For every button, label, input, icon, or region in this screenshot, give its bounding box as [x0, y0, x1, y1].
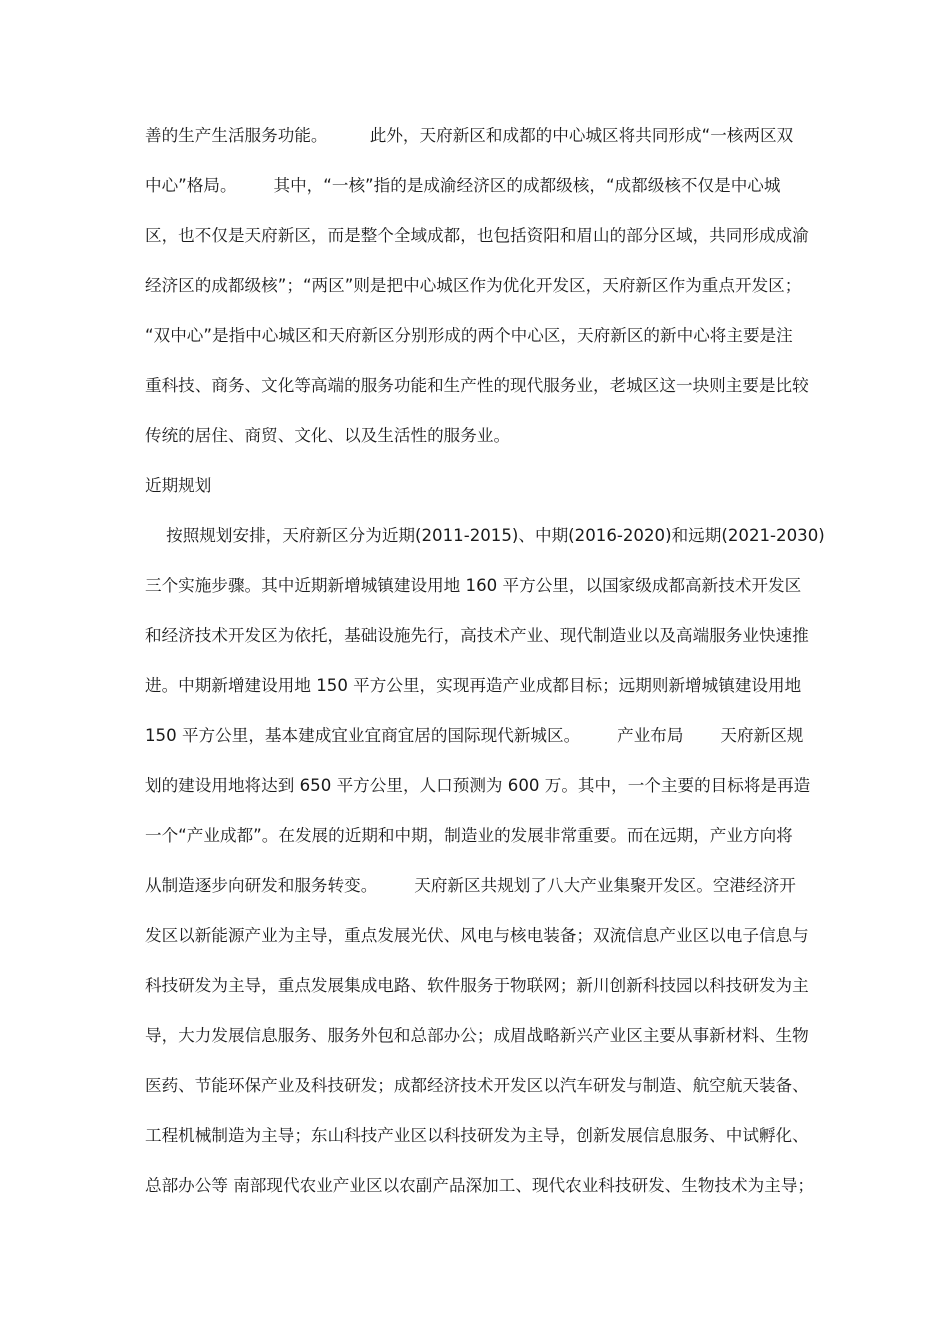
text-line: 三个实施步骤。其中近期新增城镇建设用地 160 平方公里，以国家级成都高新技术开发区: [145, 576, 802, 595]
text-line: 导，大力发展信息服务、服务外包和总部办公；成眉战略新兴产业区主要从事新材料、生物: [145, 1026, 809, 1045]
section-heading: 近期规划: [145, 476, 212, 495]
text-line: 科技研发为主导，重点发展集成电路、软件服务于物联网；新川创新科技园以科技研发为主: [145, 976, 809, 995]
text-line: 区，也不仅是天府新区，而是整个全域成都，也包括资阳和眉山的部分区域，共同形成成渝: [145, 226, 809, 245]
text-line: 从制造逐步向研发和服务转变。 天府新区共规划了八大产业集聚开发区。空港经济开: [145, 876, 796, 895]
text-line: 和经济技术开发区为依托，基础设施先行，高技术产业、现代制造业以及高端服务业快速推: [145, 626, 809, 645]
text-line: 总部办公等 南部现代农业产业区以农副产品深加工、现代农业科技研发、生物技术为主导；: [145, 1176, 815, 1195]
text-line: 医药、节能环保产业及科技研发；成都经济技术开发区以汽车研发与制造、航空航天装备、: [145, 1076, 809, 1095]
text-line: 重科技、商务、文化等高端的服务功能和生产性的现代服务业，老城区这一块则主要是比较: [145, 376, 809, 395]
text-line: 划的建设用地将达到 650 平方公里，人口预测为 600 万。其中，一个主要的目标将是再造: [145, 776, 811, 795]
text-line: 经济区的成都级核”；“两区”则是把中心城区作为优化开发区，天府新区作为重点开发区；: [145, 276, 802, 295]
text-line: 善的生产生活服务功能。 此外，天府新区和成都的中心城区将共同形成“一核两区双: [145, 126, 794, 145]
text-line: 中心”格局。 其中，“一核”指的是成渝经济区的成都级核，“成都级核不仅是中心城: [145, 176, 781, 195]
text-line: 发区以新能源产业为主导，重点发展光伏、风电与核电装备；双流信息产业区以电子信息与: [145, 926, 809, 945]
text-line: 按照规划安排，天府新区分为近期(2011-2015)、中期(2016-2020)和远期(2021-2030): [145, 526, 825, 545]
text-line: 150 平方公里，基本建成宜业宜商宜居的国际现代新城区。 产业布局 天府新区规: [145, 726, 804, 745]
text-line: 一个“产业成都”。在发展的近期和中期，制造业的发展非常重要。而在远期，产业方向将: [145, 826, 793, 845]
text-line: 进。中期新增建设用地 150 平方公里，实现再造产业成都目标；远期则新增城镇建设用地: [145, 676, 802, 695]
text-line: 工程机械制造为主导；东山科技产业区以科技研发为主导，创新发展信息服务、中试孵化、: [145, 1126, 809, 1145]
text-line: “双中心”是指中心城区和天府新区分别形成的两个中心区，天府新区的新中心将主要是注: [145, 326, 793, 345]
text-line: 传统的居住、商贸、文化、以及生活性的服务业。: [145, 426, 511, 445]
